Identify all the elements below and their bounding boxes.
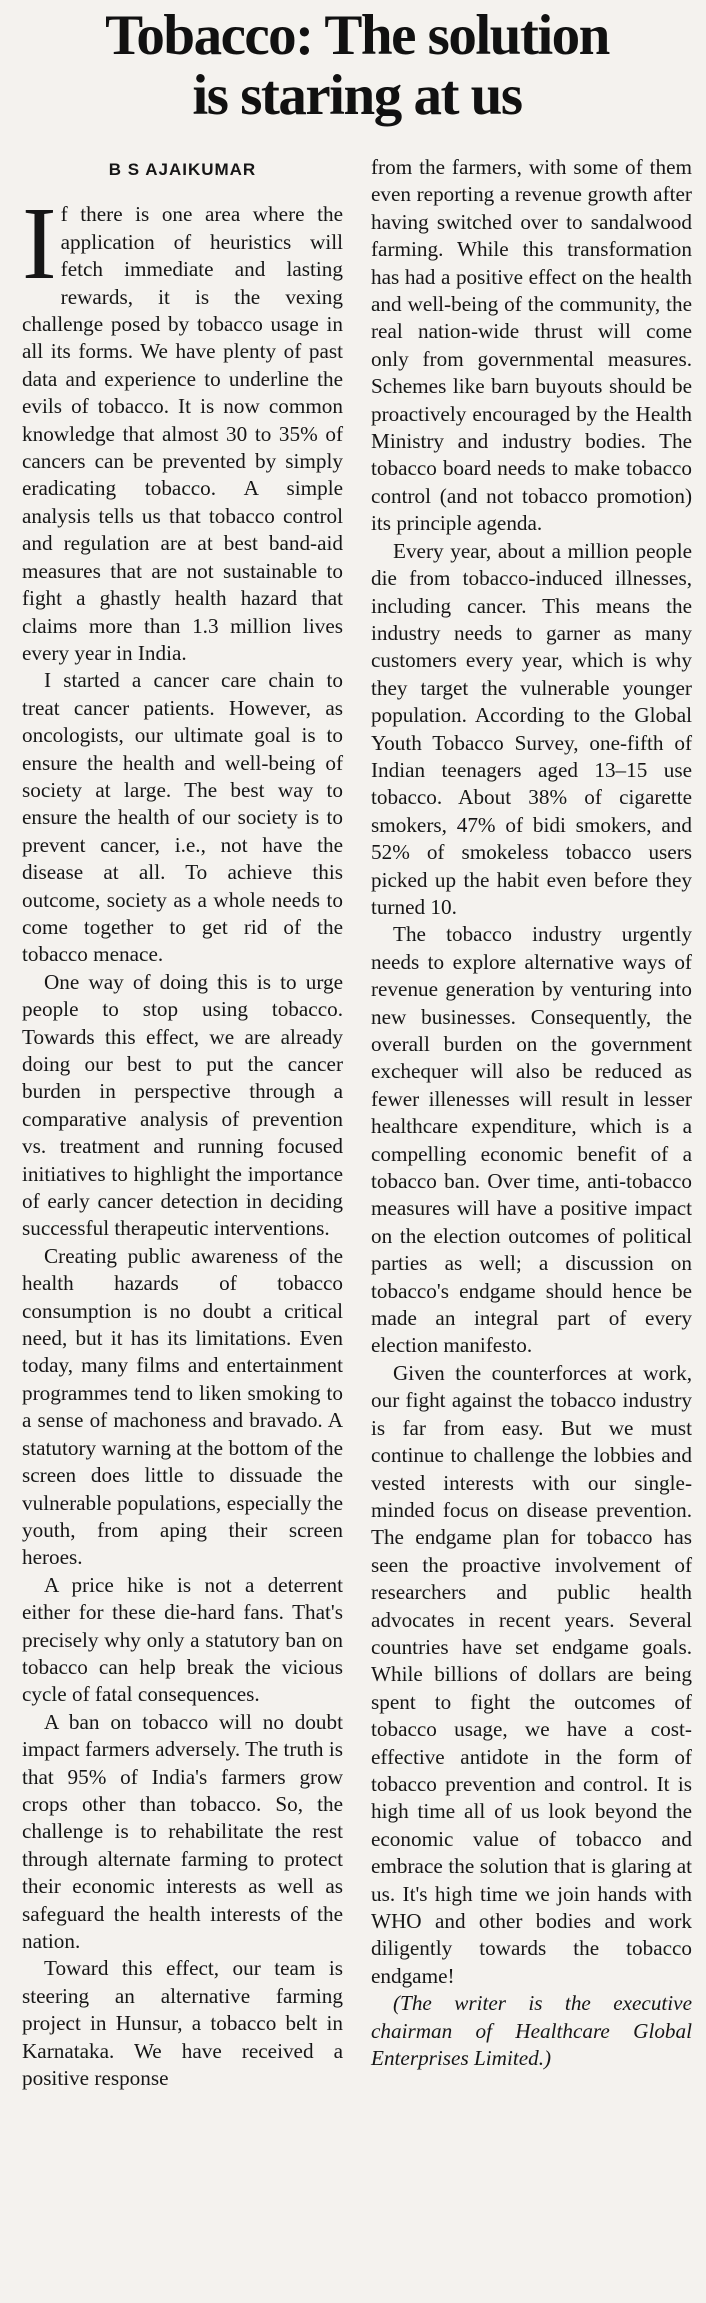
paragraph: Toward this effect, our team is steering an alternative farming project in Hunsur, a tobacco belt in Karnataka. We have received a positive response — [22, 1956, 343, 2091]
paragraph: A ban on tobacco will no doubt impact farmers adversely. The truth is that 95% of India's farmers grow crops other than tobacco. So, the challenge is to rehabilitate the rest through alternate farming to protect their economic interests as well as safeguard the health interests of the nation. — [22, 1709, 343, 1953]
paragraph: A price hike is not a deterrent either for these die-hard fans. That's precisely why only a statutory ban on tobacco can help break the vicious cycle of fatal consequences. — [22, 1572, 343, 1707]
headline-line-2: is staring at us — [192, 64, 522, 127]
paragraph: One way of doing this is to urge people to stop using tobacco. Towards this effect, we are already doing our best to put the cancer burden in perspective through a comparative analysis of prevention vs. treatment and running focused initiatives to highlight the importance of early cancer detection in deciding successful therapeutic interventions. — [22, 969, 343, 1241]
paragraph: I started a cancer care chain to treat cancer patients. However, as oncologists, our ultimate goal is to ensure the health and well-being of society at large. The best way to ensure the health of our society is to prevent cancer, i.e., not have the disease at all. To achieve this outcome, society as a whole needs to come together to get rid of the tobacco menace. — [22, 668, 343, 967]
paragraph: Creating public awareness of the health hazards of tobacco consumption is no doubt a critical need, but it has its limitations. Even today, many films and entertainment programmes tend to liken smoking to a sense of machoness and bravado. A statutory warning at the bottom of the screen does little to dissuade the vulnerable populations, especially the youth, from aping their screen heroes. — [22, 1243, 343, 1570]
paragraph: Given the counterforces at work, our fight against the tobacco industry is far from easy. But we must continue to challenge the lobbies and vested interests with our single-minded focus on disease prevention. The endgame plan for tobacco has seen the proactive involvement of researchers and public health advocates in recent years. Several countries have set endgame goals. While billions of dollars are being spent to fight the outcomes of tobacco usage, we have a cost-effective antidote in the form of tobacco prevention and control. It is high time all of us look beyond the economic value of tobacco and embrace the solution that is glaring at us. It's high time we join hands with WHO and other bodies and work diligently towards the tobacco endgame! — [371, 1360, 692, 1988]
drop-cap: I — [22, 186, 57, 302]
right-column — [371, 154, 692, 2092]
article-columns — [22, 154, 692, 2092]
left-column — [22, 154, 343, 2092]
paragraph: The tobacco industry urgently needs to explore alternative ways of revenue generation by venturing into new businesses. Consequently, the overall burden on the government exchequer will also be reduced as fewer illenesses will result in lesser healthcare expenditure, which is a compelling economic benefit of a tobacco ban. Over time, anti-tobacco measures will have a positive impact on the election outcomes of political parties as well; a discussion on tobacco's endgame should hence be made an integral part of every election manifesto. — [371, 922, 692, 1358]
author-footnote: (The writer is the executive chairman of Healthcare Global Enterprises Limited.) — [371, 1991, 692, 2071]
paragraph: from the farmers, with some of them even reporting a revenue growth after having switched over to sandalwood farming. While this transformation has had a positive effect on the health and well-being of the community, the real nation-wide thrust will come only from governmental measures. Schemes like barn buyouts should be proactively encouraged by the Health Ministry and industry bodies. The tobacco board needs to make tobacco control (and not tobacco promotion) its principle agenda. — [371, 155, 692, 536]
headline-line-1: Tobacco: The solution — [105, 4, 609, 67]
paragraph — [22, 186, 343, 667]
byline: B S AJAIKUMAR — [108, 160, 257, 179]
headline — [22, 6, 692, 126]
paragraph: Every year, about a million people die from tobacco-induced illnesses, including cancer. This means the industry needs to garner as many customers every year, which is why they target the vulnerable younger population. According to the Global Youth Tobacco Survey, one-fifth of Indian teenagers aged 13–15 use tobacco. About 38% of cigarette smokers, 47% of bidi smokers, and 52% of smokeless tobacco users picked up the habit even before they turned 10. — [371, 538, 692, 919]
paragraph-text: f there is one area where the application of heuristics will fetch immediate and lasting rewards, it is the vexing challenge posed by tobacco usage in all its forms. We have plenty of past data and experience to underline the evils of tobacco. It is now common knowledge that almost 30 to 35% of cancers can be prevented by simply eradicating tobacco. A simple analysis tells us that tobacco control and regulation are at best band-aid measures that are not sustainable to fight a ghastly health hazard that claims more than 1.3 million lives every year in India. — [22, 202, 343, 665]
